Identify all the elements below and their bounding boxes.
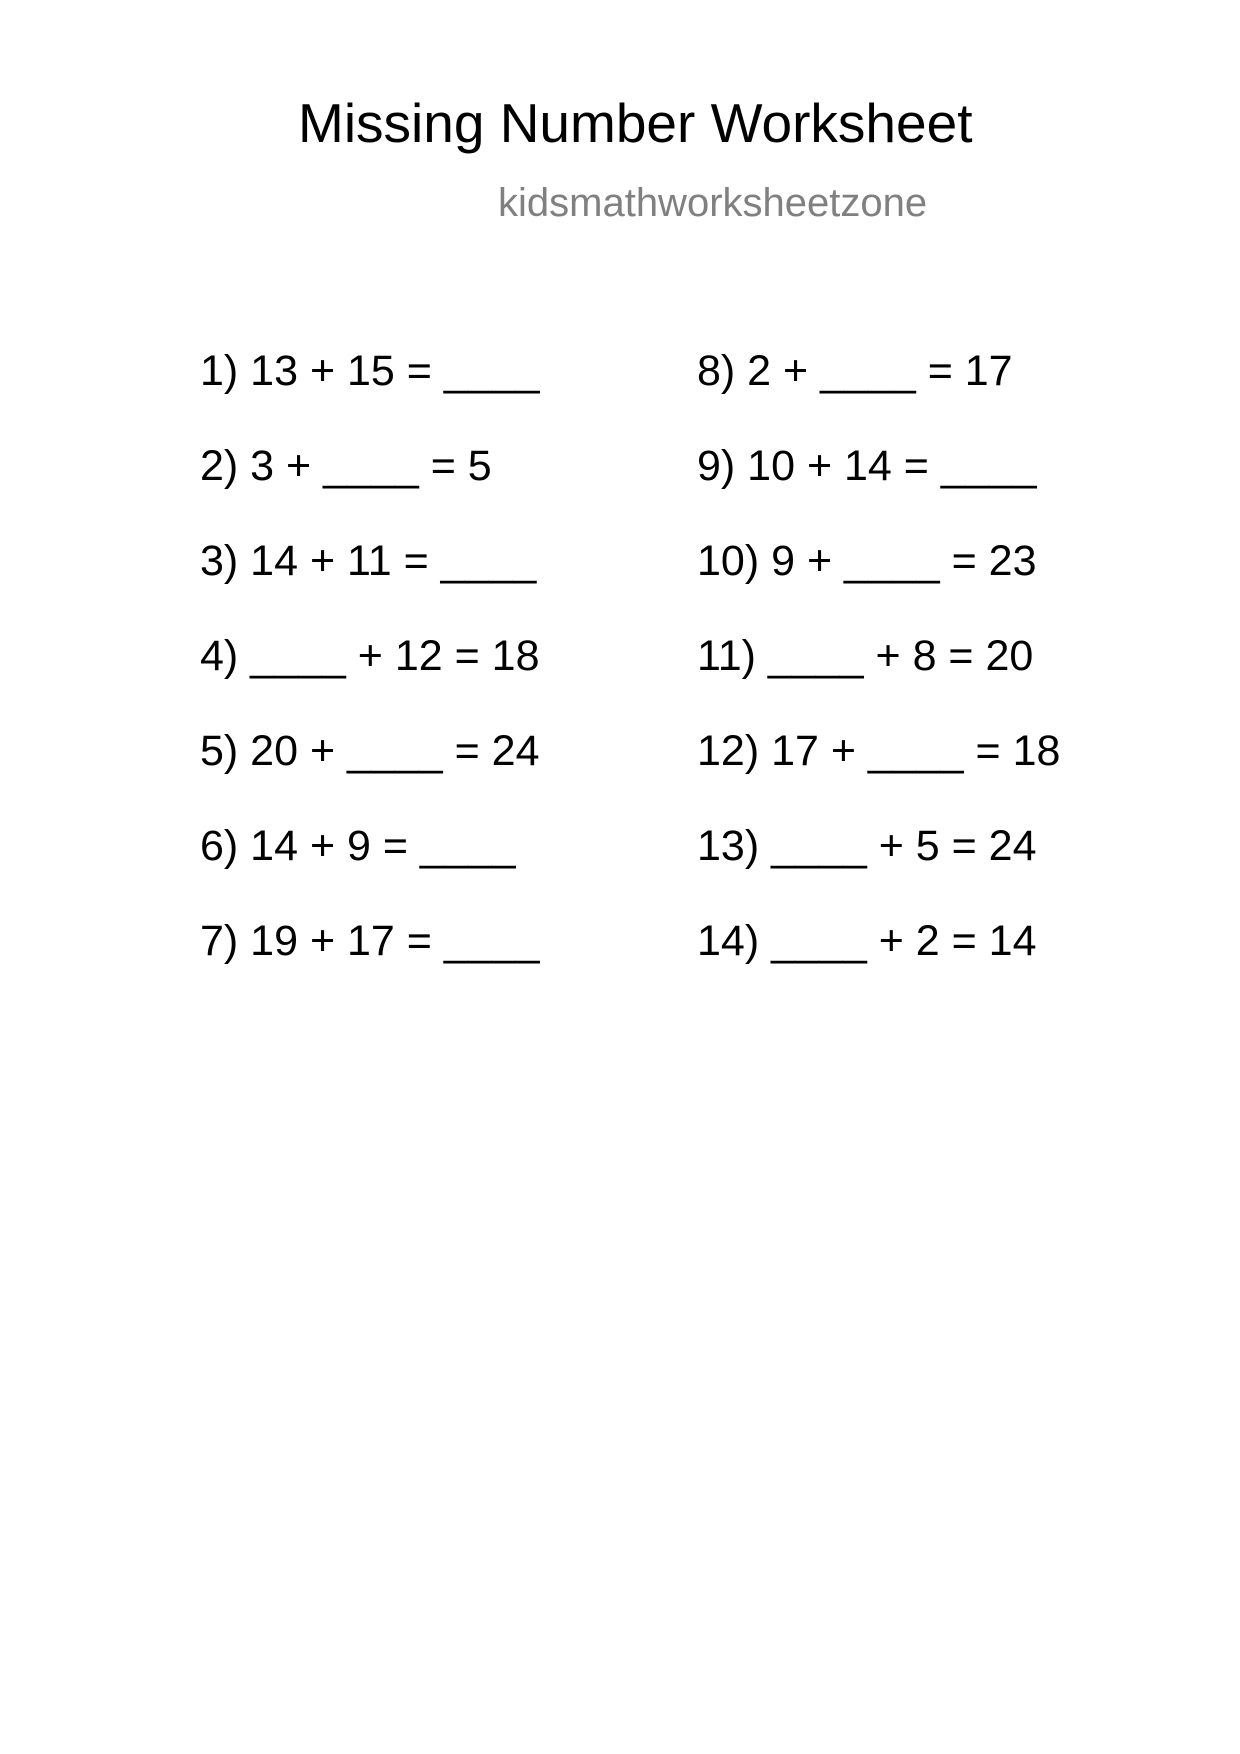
problem-14: 14) ____ + 2 = 14 bbox=[697, 917, 1037, 965]
problem-9: 9) 10 + 14 = ____ bbox=[697, 442, 1037, 490]
problem-10: 10) 9 + ____ = 23 bbox=[697, 537, 1037, 585]
problem-column-left bbox=[200, 347, 540, 1015]
problem-column-right bbox=[697, 347, 1061, 1015]
problem-4: 4) ____ + 12 = 18 bbox=[200, 632, 540, 680]
problem-13: 13) ____ + 5 = 24 bbox=[697, 822, 1037, 870]
problem-7: 7) 19 + 17 = ____ bbox=[200, 917, 540, 965]
problem-11: 11) ____ + 8 = 20 bbox=[697, 632, 1034, 680]
problem-12: 12) 17 + ____ = 18 bbox=[697, 727, 1061, 775]
problem-2: 2) 3 + ____ = 5 bbox=[200, 442, 492, 490]
problem-6: 6) 14 + 9 = ____ bbox=[200, 822, 516, 870]
site-name: kidsmathworksheetzone bbox=[498, 181, 928, 225]
problem-3: 3) 14 + 11 = ____ bbox=[200, 537, 537, 585]
problem-8: 8) 2 + ____ = 17 bbox=[697, 347, 1013, 395]
problem-1: 1) 13 + 15 = ____ bbox=[200, 347, 540, 395]
page-title: Missing Number Worksheet bbox=[298, 92, 973, 154]
problem-5: 5) 20 + ____ = 24 bbox=[200, 727, 540, 775]
